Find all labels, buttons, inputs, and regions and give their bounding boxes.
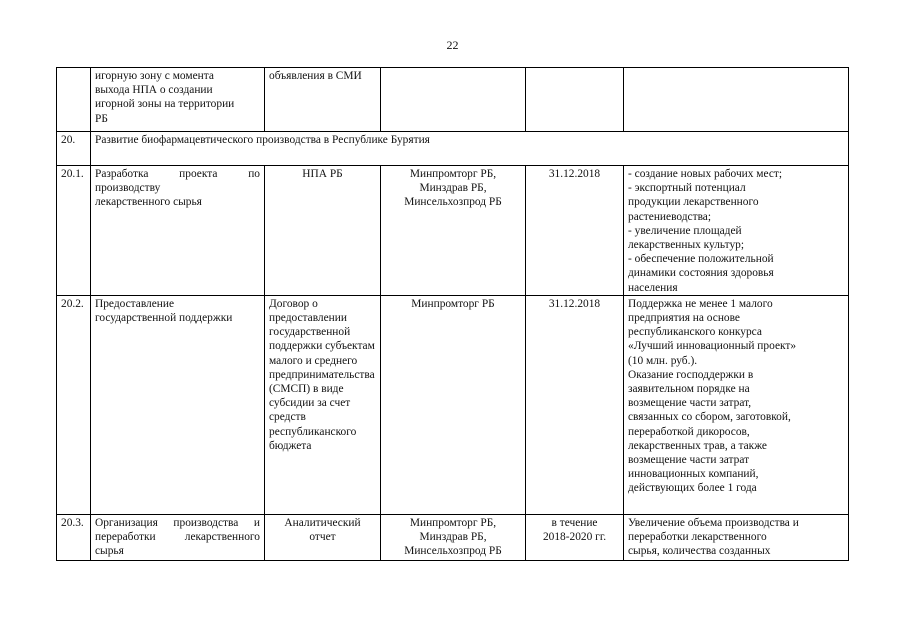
- cell-line: государственной поддержки: [95, 312, 233, 325]
- cell-line: бюджета: [269, 439, 312, 452]
- cell-line: объявления в СМИ: [269, 70, 362, 82]
- cell-line: - экспортный потенциал: [628, 182, 746, 195]
- cell-line: 31.12.2018: [548, 297, 601, 310]
- cell-line: республиканского конкурса: [628, 326, 762, 339]
- cell-result: [624, 295, 849, 514]
- cell-line: Оказание господдержки в: [628, 368, 754, 381]
- cell-num: 20.2.: [57, 295, 91, 514]
- cell-line: игорной зоны на территории: [95, 98, 235, 111]
- cell-line: РБ: [95, 112, 108, 125]
- cell-line: НПА РБ: [302, 168, 343, 180]
- section-title: Развитие биофармацевтического производства в Республике Бурятия: [91, 132, 849, 166]
- cell-line: - создание новых рабочих мест;: [628, 168, 783, 180]
- cell-line: Аналитический: [284, 516, 361, 529]
- cell-line: (СМСП) в виде: [269, 383, 344, 396]
- measures-table: [56, 67, 849, 561]
- cell-line: продукции лекарственного: [628, 196, 759, 209]
- cell-result: [624, 68, 849, 132]
- cell-line: заявительном порядке на: [628, 383, 750, 396]
- cell-line: Договор о: [269, 297, 318, 310]
- cell-date: [526, 514, 624, 560]
- cell-line: в течение: [551, 516, 598, 529]
- page-number: 22: [446, 38, 459, 52]
- cell-line: переработки лекарственного: [95, 531, 260, 544]
- cell-line: действующих более 1 года: [628, 482, 757, 495]
- cell-line: 2018-2020 гг.: [542, 531, 607, 544]
- cell-line: лекарственных культур;: [628, 239, 745, 252]
- cell-line: Минпромторг РБ,: [409, 516, 497, 529]
- table-row-continuation: [57, 68, 849, 132]
- cell-line: (10 млн. руб.).: [628, 354, 698, 367]
- cell-date: [526, 68, 624, 132]
- cell-line: отчет: [309, 531, 336, 544]
- cell-name: [91, 68, 265, 132]
- cell-line: «Лучший инновационный проект»: [628, 340, 797, 353]
- cell-date: [526, 295, 624, 514]
- cell-line: сырья: [95, 545, 124, 558]
- cell-document: [265, 514, 381, 560]
- cell-line: средств: [269, 411, 306, 424]
- cell-num: 20.1.: [57, 166, 91, 296]
- cell-line: малого и среднего: [269, 354, 358, 367]
- table-row-20-2: [57, 295, 849, 514]
- cell-line: субсидии за счет: [269, 397, 351, 410]
- cell-line: Увеличение объема производства и: [628, 516, 799, 529]
- table-row-20-3: [57, 514, 849, 560]
- cell-document: [265, 295, 381, 514]
- cell-line: лекарственных трав, а также: [628, 439, 767, 452]
- cell-line: сырья, количества созданных: [628, 545, 771, 558]
- cell-line: Организация производства и: [95, 516, 260, 529]
- cell-line: Поддержка не менее 1 малого: [628, 297, 773, 310]
- cell-num: 20.3.: [57, 514, 91, 560]
- cell-line: лекарственного сырья: [95, 196, 202, 209]
- cell-responsible: [381, 166, 526, 296]
- cell-line: переработки лекарственного: [628, 531, 767, 544]
- cell-name: [91, 295, 265, 514]
- table-row-20-1: [57, 166, 849, 296]
- cell-line: предприятия на основе: [628, 312, 740, 325]
- cell-line: выхода НПА о создании: [95, 84, 213, 97]
- cell-document: [265, 68, 381, 132]
- cell-line: предоставлении: [269, 312, 347, 325]
- cell-line: переработкой дикоросов,: [628, 425, 750, 438]
- cell-line: инновационных компаний,: [628, 468, 759, 481]
- cell-line: Минпромторг РБ,: [409, 168, 497, 180]
- cell-line: Минсельхозпрод РБ: [404, 545, 502, 558]
- cell-line: республиканского: [269, 425, 357, 438]
- cell-line: - увеличение площадей: [628, 224, 742, 237]
- cell-num: [57, 68, 91, 132]
- cell-line: Минсельхозпрод РБ: [404, 196, 502, 209]
- cell-line: 31.12.2018: [548, 168, 601, 180]
- cell-responsible: [381, 68, 526, 132]
- cell-line: возмещение части затрат: [628, 454, 750, 467]
- cell-name: [91, 514, 265, 560]
- cell-line: Минпромторг РБ: [411, 297, 495, 310]
- cell-name: [91, 166, 265, 296]
- cell-line: Разработка проекта по: [95, 168, 260, 180]
- table-row-section: [57, 132, 849, 166]
- cell-line: Минздрав РБ,: [419, 182, 487, 195]
- cell-line: - обеспечение положительной: [628, 253, 774, 266]
- cell-date: [526, 166, 624, 296]
- section-number: 20.: [57, 132, 91, 166]
- cell-line: возмещение части затрат,: [628, 397, 752, 410]
- cell-result: [624, 166, 849, 296]
- cell-line: игорную зону с момента: [95, 70, 214, 82]
- cell-result: [624, 514, 849, 560]
- cell-line: населения: [628, 281, 678, 294]
- cell-responsible: [381, 514, 526, 560]
- cell-line: Минздрав РБ,: [419, 531, 487, 544]
- cell-line: поддержки субъектам: [269, 340, 375, 353]
- cell-line: растениеводства;: [628, 210, 712, 223]
- cell-line: связанных со сбором, заготовкой,: [628, 411, 791, 424]
- cell-document: [265, 166, 381, 296]
- cell-line: производству: [95, 182, 161, 195]
- cell-responsible: [381, 295, 526, 514]
- cell-line: Предоставление: [95, 297, 175, 310]
- cell-line: динамики состояния здоровья: [628, 267, 774, 280]
- cell-line: предпринимательства: [269, 368, 375, 381]
- cell-line: государственной: [269, 326, 351, 339]
